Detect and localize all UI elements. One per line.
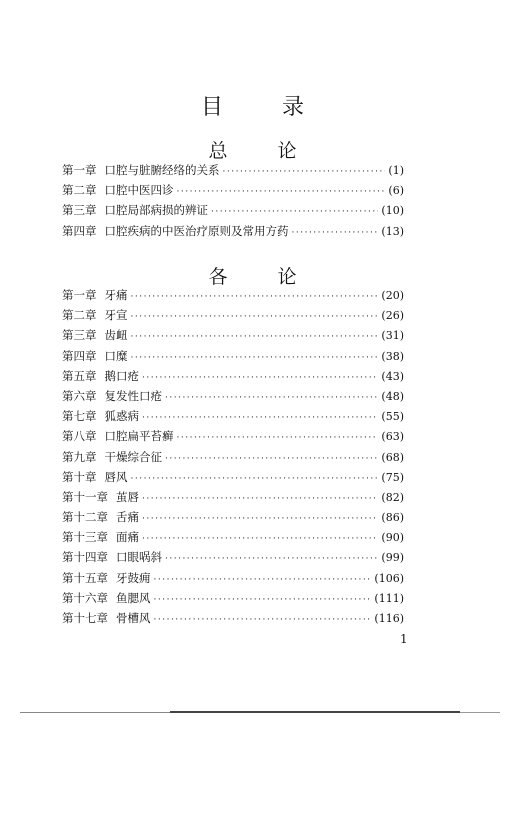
leader-dots — [292, 223, 379, 243]
toc-entry — [62, 547, 404, 567]
toc-entry — [62, 325, 404, 345]
section-heading-specific: 各 论 — [208, 266, 319, 288]
leader-dots — [142, 509, 378, 529]
chapter-title: 面痛 — [116, 530, 139, 545]
toc-entry — [62, 527, 404, 547]
leader-dots — [131, 307, 379, 327]
chapter-number: 第三章 — [62, 203, 97, 218]
chapter-number: 第十二章 — [62, 510, 108, 525]
page-reference: (106) — [374, 571, 404, 585]
leader-dots — [177, 428, 379, 448]
leader-dots — [142, 489, 378, 509]
chapter-title: 牙痛 — [104, 288, 128, 302]
chapter-number: 第一章 — [62, 163, 97, 177]
leader-dots — [177, 182, 386, 202]
page-reference: (75) — [381, 470, 404, 484]
toc-entry — [62, 487, 404, 507]
chapter-title: 狐惑病 — [104, 409, 139, 424]
toc-entry — [62, 305, 404, 325]
toc-entry — [62, 386, 404, 406]
leader-dots — [154, 590, 372, 610]
chapter-title: 牙宣 — [104, 308, 128, 323]
chapter-number: 第四章 — [62, 348, 97, 363]
chapter-number: 第二章 — [62, 183, 97, 198]
leader-dots — [223, 162, 386, 182]
chapter-number: 第二章 — [62, 308, 97, 323]
chapter-number: 第五章 — [62, 368, 97, 383]
page-reference: (43) — [381, 369, 404, 383]
leader-dots — [165, 549, 378, 569]
chapter-number: 第四章 — [62, 223, 97, 238]
scan-edge-line — [20, 712, 170, 713]
chapter-number: 第一章 — [62, 288, 97, 302]
scan-edge-line — [460, 712, 500, 713]
page-reference: (86) — [381, 511, 404, 525]
toc-entry — [62, 406, 404, 426]
toc-entry — [62, 221, 404, 241]
page-reference: (31) — [381, 329, 404, 343]
page-reference: (38) — [381, 349, 404, 363]
toc-entry — [62, 608, 404, 628]
toc-entry — [62, 285, 404, 305]
chapter-title: 牙鼓痈 — [116, 570, 151, 585]
chapter-number: 第十章 — [62, 469, 97, 484]
chapter-title: 口腔与脏腑经络的关系 — [104, 163, 220, 177]
toc-specific-list — [62, 285, 404, 628]
chapter-number: 第三章 — [62, 328, 97, 343]
toc-entry — [62, 467, 404, 487]
chapter-title: 舌痛 — [116, 510, 139, 525]
chapter-title: 口腔局部病损的辨证 — [104, 203, 208, 218]
chapter-title: 鱼腮风 — [116, 590, 151, 605]
page-reference: (1) — [388, 164, 404, 177]
chapter-number: 第十四章 — [62, 550, 108, 565]
page-reference: (116) — [374, 612, 404, 625]
chapter-number: 第八章 — [62, 429, 97, 444]
page-reference: (55) — [381, 410, 404, 424]
page-reference: (111) — [374, 591, 404, 605]
chapter-title: 复发性口疮 — [104, 388, 162, 403]
page-reference: (82) — [381, 490, 404, 504]
leader-dots — [154, 570, 372, 590]
chapter-title: 口腔扁平苔癣 — [104, 429, 174, 444]
leader-dots — [165, 388, 378, 408]
leader-dots — [142, 368, 378, 388]
page-reference: (20) — [381, 289, 404, 302]
toc-entry — [62, 180, 404, 200]
page-title: 目 录 — [201, 95, 330, 120]
leader-dots — [142, 408, 378, 428]
page-reference: (90) — [381, 531, 404, 545]
chapter-title: 茧唇 — [116, 489, 139, 504]
toc-general-list — [62, 160, 404, 241]
chapter-number: 第七章 — [62, 409, 97, 424]
leader-dots — [165, 449, 378, 469]
leader-dots — [131, 469, 379, 489]
page-reference: (26) — [381, 309, 404, 323]
leader-dots — [131, 327, 379, 347]
chapter-title: 口腔疾病的中医治疗原则及常用方药 — [104, 223, 289, 238]
toc-entry — [62, 346, 404, 366]
page-number: 1 — [400, 632, 408, 646]
page-reference: (99) — [381, 551, 404, 565]
chapter-number: 第十一章 — [62, 489, 108, 504]
toc-entry — [62, 426, 404, 446]
page-reference: (13) — [381, 224, 404, 238]
chapter-number: 第十七章 — [62, 611, 108, 625]
chapter-title: 干燥综合征 — [104, 449, 162, 464]
toc-entry — [62, 568, 404, 588]
chapter-number: 第六章 — [62, 388, 97, 403]
toc-entry — [62, 200, 404, 220]
chapter-title: 口腔中医四诊 — [104, 183, 174, 198]
chapter-title: 口糜 — [104, 348, 128, 363]
toc-entry — [62, 507, 404, 527]
section-heading-general: 总 论 — [208, 140, 319, 162]
leader-dots — [131, 287, 379, 307]
chapter-title: 唇风 — [104, 469, 128, 484]
scan-edge-line — [170, 711, 460, 713]
leader-dots — [211, 202, 378, 222]
toc-entry — [62, 366, 404, 386]
chapter-title: 齿衄 — [104, 328, 128, 343]
leader-dots — [131, 348, 379, 368]
chapter-title: 鹅口疮 — [104, 368, 139, 383]
chapter-title: 口眼㖞斜 — [116, 550, 162, 565]
chapter-number: 第十三章 — [62, 530, 108, 545]
chapter-number: 第九章 — [62, 449, 97, 464]
toc-entry — [62, 447, 404, 467]
toc-entry — [62, 588, 404, 608]
page-reference: (63) — [381, 430, 404, 444]
leader-dots — [154, 610, 372, 630]
page-reference: (6) — [388, 184, 404, 198]
toc-entry — [62, 160, 404, 180]
page-reference: (68) — [381, 450, 404, 464]
leader-dots — [142, 529, 378, 549]
chapter-title: 骨槽风 — [116, 611, 151, 625]
page-reference: (48) — [381, 389, 404, 403]
chapter-number: 第十六章 — [62, 590, 108, 605]
chapter-number: 第十五章 — [62, 570, 108, 585]
page-reference: (10) — [381, 204, 404, 218]
